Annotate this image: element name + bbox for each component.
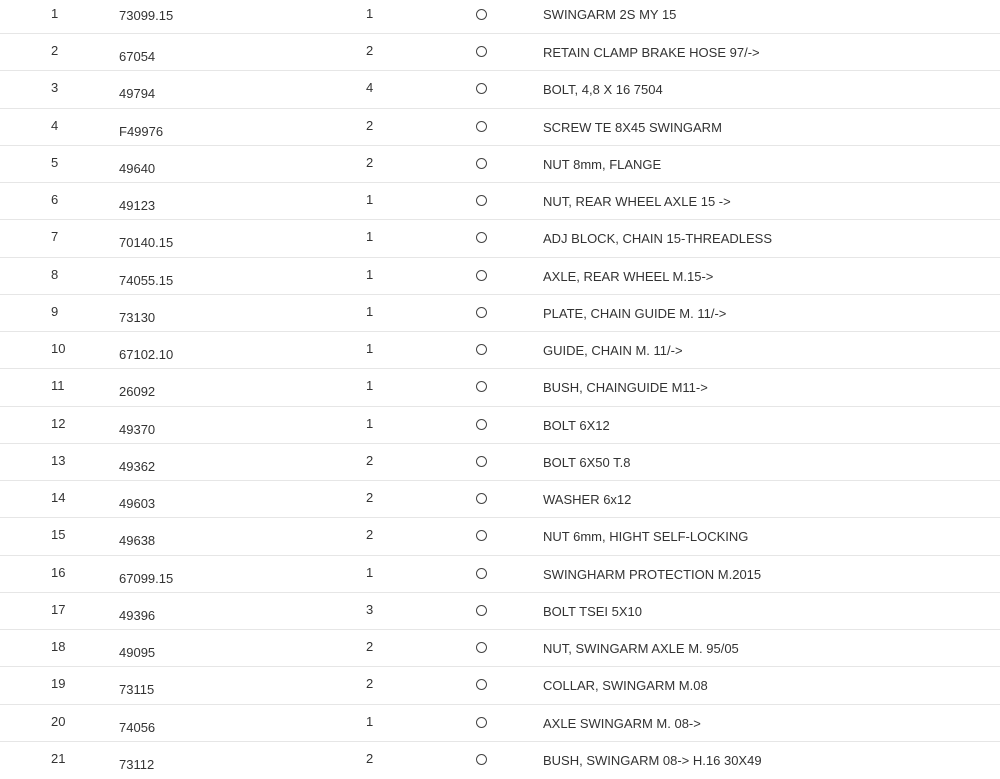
quantity: 1 (366, 341, 374, 356)
row-index: 17 (51, 601, 66, 617)
table-row (0, 295, 1000, 332)
table-row (0, 34, 1000, 71)
row-index: 10 (51, 341, 66, 356)
part-description: COLLAR, SWINGARM M.08 (543, 678, 708, 694)
part-number: 74055.15 (119, 272, 174, 288)
part-description: PLATE, CHAIN GUIDE M. 11/-> (543, 305, 727, 321)
row-index: 7 (51, 229, 59, 245)
part-description: SWINGARM 2S MY 15 (543, 7, 677, 22)
quantity: 1 (366, 6, 374, 21)
quantity: 2 (366, 527, 374, 543)
part-number: 74056 (119, 719, 156, 735)
select-radio[interactable] (476, 307, 487, 318)
part-number: 67102.10 (119, 347, 174, 362)
row-index: 2 (51, 43, 59, 58)
select-radio[interactable] (476, 46, 487, 57)
table-row (0, 705, 1000, 742)
table-row (0, 556, 1000, 593)
quantity: 4 (366, 80, 374, 96)
row-index: 20 (51, 713, 66, 729)
quantity: 3 (366, 601, 374, 617)
part-number: 70140.15 (119, 235, 174, 251)
row-index: 15 (51, 527, 66, 543)
quantity: 2 (366, 676, 374, 692)
part-description: BOLT 6X50 T.8 (543, 454, 631, 470)
select-radio[interactable] (476, 605, 487, 616)
row-index: 11 (51, 378, 65, 394)
quantity: 1 (366, 266, 374, 282)
select-radio[interactable] (476, 83, 487, 94)
part-description: SWINGHARM PROTECTION M.2015 (543, 566, 762, 582)
table-row (0, 667, 1000, 704)
part-number: 73130 (119, 309, 156, 325)
row-index: 1 (51, 6, 59, 21)
table-row (0, 481, 1000, 518)
table-row (0, 444, 1000, 481)
table-row (0, 71, 1000, 108)
part-number: 73115 (119, 682, 155, 698)
part-number: 49123 (119, 198, 156, 213)
table-row (0, 220, 1000, 257)
quantity: 2 (366, 639, 374, 654)
quantity: 1 (366, 378, 374, 394)
select-radio[interactable] (476, 642, 487, 653)
row-index: 8 (51, 266, 59, 282)
part-number: 67099.15 (119, 570, 174, 586)
row-index: 19 (51, 676, 66, 692)
part-number: 49362 (119, 458, 156, 474)
part-description: BOLT 6X12 (543, 417, 610, 433)
part-description: BUSH, CHAINGUIDE M11-> (543, 380, 708, 396)
part-description: ADJ BLOCK, CHAIN 15-THREADLESS (543, 231, 773, 247)
select-radio[interactable] (476, 381, 487, 392)
part-description: BUSH, SWINGARM 08-> H.16 30X49 (543, 752, 762, 768)
part-number: 49638 (119, 533, 156, 549)
table-row (0, 369, 1000, 406)
quantity: 2 (366, 452, 374, 468)
row-index: 16 (51, 564, 66, 580)
part-description: NUT 8mm, FLANGE (543, 156, 662, 172)
part-description: AXLE SWINGARM M. 08-> (543, 715, 701, 731)
select-radio[interactable] (476, 754, 487, 765)
quantity: 2 (366, 154, 374, 170)
row-index: 13 (51, 452, 66, 468)
select-radio[interactable] (476, 232, 487, 243)
quantity: 1 (366, 564, 374, 580)
select-radio[interactable] (476, 158, 487, 169)
part-description: RETAIN CLAMP BRAKE HOSE 97/-> (543, 45, 760, 60)
select-radio[interactable] (476, 530, 487, 541)
table-row (0, 630, 1000, 667)
table-row (0, 593, 1000, 630)
select-radio[interactable] (476, 195, 487, 206)
table-row (0, 183, 1000, 220)
row-index: 5 (51, 154, 59, 170)
quantity: 2 (366, 490, 374, 505)
quantity: 1 (366, 229, 374, 245)
select-radio[interactable] (476, 717, 487, 728)
table-row (0, 332, 1000, 369)
quantity: 2 (366, 43, 374, 58)
part-description: WASHER 6x12 (543, 492, 632, 507)
select-radio[interactable] (476, 270, 487, 281)
part-description: GUIDE, CHAIN M. 11/-> (543, 343, 683, 358)
part-number: 73099.15 (119, 8, 174, 23)
part-number: 49095 (119, 645, 156, 660)
part-number: 49603 (119, 496, 156, 511)
part-description: AXLE, REAR WHEEL M.15-> (543, 268, 714, 284)
select-radio[interactable] (476, 568, 487, 579)
table-row (0, 0, 1000, 34)
select-radio[interactable] (476, 456, 487, 467)
row-index: 14 (51, 490, 66, 505)
table-row (0, 518, 1000, 555)
part-description: BOLT, 4,8 X 16 7504 (543, 82, 663, 98)
part-description: BOLT TSEI 5X10 (543, 603, 642, 619)
part-description: NUT, SWINGARM AXLE M. 95/05 (543, 641, 739, 656)
select-radio[interactable] (476, 419, 487, 430)
part-number: 49794 (119, 86, 156, 102)
select-radio[interactable] (476, 679, 487, 690)
quantity: 1 (366, 713, 374, 729)
part-number: 26092 (119, 384, 156, 400)
part-number: F49976 (119, 123, 164, 139)
row-index: 18 (51, 639, 66, 654)
select-radio[interactable] (476, 493, 487, 504)
part-description: NUT, REAR WHEEL AXLE 15 -> (543, 194, 731, 209)
row-index: 12 (51, 415, 66, 431)
quantity: 1 (366, 192, 374, 207)
select-radio[interactable] (476, 121, 487, 132)
row-index: 21 (51, 750, 66, 766)
quantity: 2 (366, 117, 374, 133)
part-number: 67054 (119, 49, 156, 64)
part-number: 73112 (119, 756, 155, 772)
part-description: NUT 6mm, HIGHT SELF-LOCKING (543, 529, 749, 545)
table-row (0, 109, 1000, 146)
row-index: 4 (51, 117, 59, 133)
table-row (0, 742, 1000, 779)
table-row (0, 258, 1000, 295)
part-number: 49396 (119, 607, 156, 623)
quantity: 2 (366, 750, 374, 766)
table-row (0, 407, 1000, 444)
part-number: 49370 (119, 421, 156, 437)
quantity: 1 (366, 415, 374, 431)
row-index: 3 (51, 80, 59, 96)
select-radio[interactable] (476, 9, 487, 20)
select-radio[interactable] (476, 344, 487, 355)
part-description: SCREW TE 8X45 SWINGARM (543, 119, 722, 135)
table-row (0, 146, 1000, 183)
part-number: 49640 (119, 160, 156, 176)
row-index: 9 (51, 303, 59, 319)
quantity: 1 (366, 303, 374, 319)
row-index: 6 (51, 192, 59, 207)
